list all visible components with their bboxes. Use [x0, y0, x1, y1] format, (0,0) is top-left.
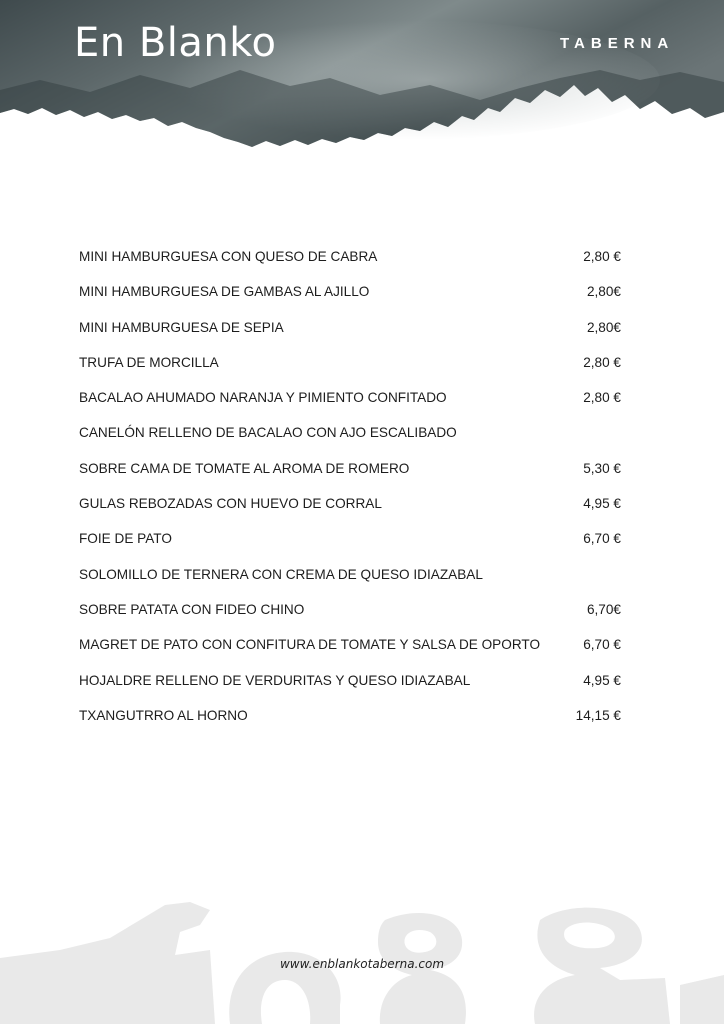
menu-item-price: 2,80 € [583, 354, 621, 370]
menu-item-name: MINI HAMBURGUESA DE GAMBAS AL AJILLO [79, 284, 370, 300]
decorative-footer-shapes [0, 880, 724, 1024]
menu-item [0, 415, 724, 450]
header-banner [0, 0, 724, 170]
menu-item [0, 521, 724, 556]
menu-item-price: 2,80 € [583, 390, 621, 406]
menu-item-name: CANELÓN RELLENO DE BACALAO CON AJO ESCALIBADO [79, 425, 457, 441]
menu-item [0, 486, 724, 521]
menu-item-price: 5,30 € [583, 460, 621, 476]
menu-item-name: MINI HAMBURGUESA CON QUESO DE CABRA [79, 249, 378, 264]
menu-item [0, 239, 724, 274]
menu-item [0, 698, 724, 733]
menu-item-name: TRUFA DE MORCILLA [79, 354, 219, 370]
menu-item-price: 2,80€ [586, 319, 621, 335]
menu-item [0, 592, 724, 627]
menu-item-name: TXANGUTRRO AL HORNO [79, 707, 248, 723]
website-url: www.enblankotaberna.com [279, 957, 445, 971]
brand-title: En Blanko [74, 20, 277, 66]
menu-list [0, 239, 724, 733]
menu-item-name: MINI HAMBURGUESA DE SEPIA [79, 319, 284, 335]
menu-item-name: FOIE DE PATO [79, 531, 172, 547]
menu-item-name: SOBRE CAMA DE TOMATE AL AROMA DE ROMERO [79, 460, 410, 476]
menu-item-name: MAGRET DE PATO CON CONFITURA DE TOMATE Y SALSA DE OPORTO [79, 637, 541, 653]
menu-item [0, 557, 724, 592]
menu-item-name: BACALAO AHUMADO NARANJA Y PIMIENTO CONFITADO [79, 390, 447, 406]
menu-item-price: 4,95 € [583, 496, 621, 512]
menu-item-name: HOJALDRE RELLENO DE VERDURITAS Y QUESO IDIAZABAL [79, 672, 471, 688]
menu-item-price: 2,80€ [586, 284, 621, 300]
menu-item [0, 451, 724, 486]
menu-item-price: 6,70 € [583, 637, 621, 653]
menu-item [0, 380, 724, 415]
menu-item-price: 4,95 € [583, 672, 621, 688]
menu-item [0, 663, 724, 698]
menu-item-price: 2,80 € [583, 249, 621, 264]
menu-item-price: 14,15 € [575, 707, 621, 723]
menu-item [0, 627, 724, 662]
menu-item-price: 6,70€ [586, 601, 621, 617]
brand-subtitle: TABERNA [560, 35, 675, 52]
menu-item [0, 345, 724, 380]
menu-item [0, 274, 724, 309]
menu-item-name: GULAS REBOZADAS CON HUEVO DE CORRAL [79, 496, 382, 512]
menu-item-price: 6,70 € [583, 531, 621, 547]
menu-item-name: SOLOMILLO DE TERNERA CON CREMA DE QUESO IDIAZABAL [79, 566, 483, 582]
menu-item-name: SOBRE PATATA CON FIDEO CHINO [79, 601, 305, 617]
menu-item [0, 310, 724, 345]
